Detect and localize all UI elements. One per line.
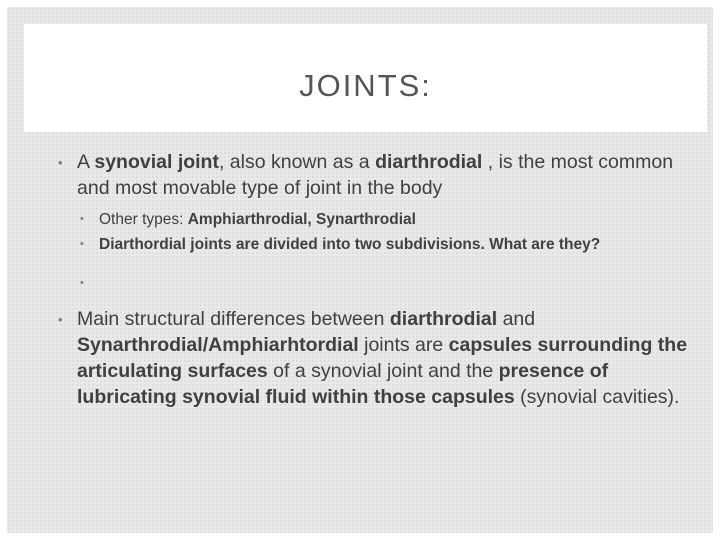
bullet-dot-icon: • xyxy=(80,213,84,225)
title-box xyxy=(24,24,707,132)
bold-text: capsules surrounding the articulating surfaces xyxy=(77,334,688,382)
slide xyxy=(7,7,713,533)
bullet-dot-icon: • xyxy=(58,312,63,327)
sub-bullet-empty xyxy=(80,271,674,296)
bold-text: Synarthrodial/Amphiarhtordial xyxy=(77,334,359,356)
bullet-item-synovial-joint xyxy=(58,149,688,201)
text: A xyxy=(77,151,95,173)
bullet-item-structural-differences xyxy=(58,306,688,410)
text: and xyxy=(497,308,536,330)
text: of a synovial joint and the xyxy=(267,360,499,382)
bold-text: synovial joint xyxy=(94,151,219,173)
slide-title: JOINTS: xyxy=(299,68,432,103)
text: Other types: xyxy=(99,211,188,228)
text: Main structural differences between xyxy=(77,308,390,330)
slide-body xyxy=(58,149,688,410)
text: , also known as a xyxy=(218,151,376,173)
bold-text: Amphiarthrodial, Synarthrodial xyxy=(187,211,416,228)
bullet-dot-icon: • xyxy=(80,238,84,250)
bold-text: diarthrodial xyxy=(389,308,498,330)
text: (synovial cavities). xyxy=(514,386,680,408)
bold-text: presence of lubricating synovial fluid within those capsules xyxy=(77,360,609,408)
bold-text: Diarthordial joints are divided into two subdivisions. What are they? xyxy=(99,236,601,253)
sub-bullet-subdivisions xyxy=(80,232,674,257)
sub-bullet-other-types xyxy=(80,207,674,232)
bullet-dot-icon: • xyxy=(58,155,63,170)
text: , is the most common and most movable type of joint in the body xyxy=(77,151,674,199)
bullet-dot-icon: • xyxy=(80,277,84,289)
text: joints are xyxy=(358,334,449,356)
bold-text: diarthrodial xyxy=(375,151,483,173)
